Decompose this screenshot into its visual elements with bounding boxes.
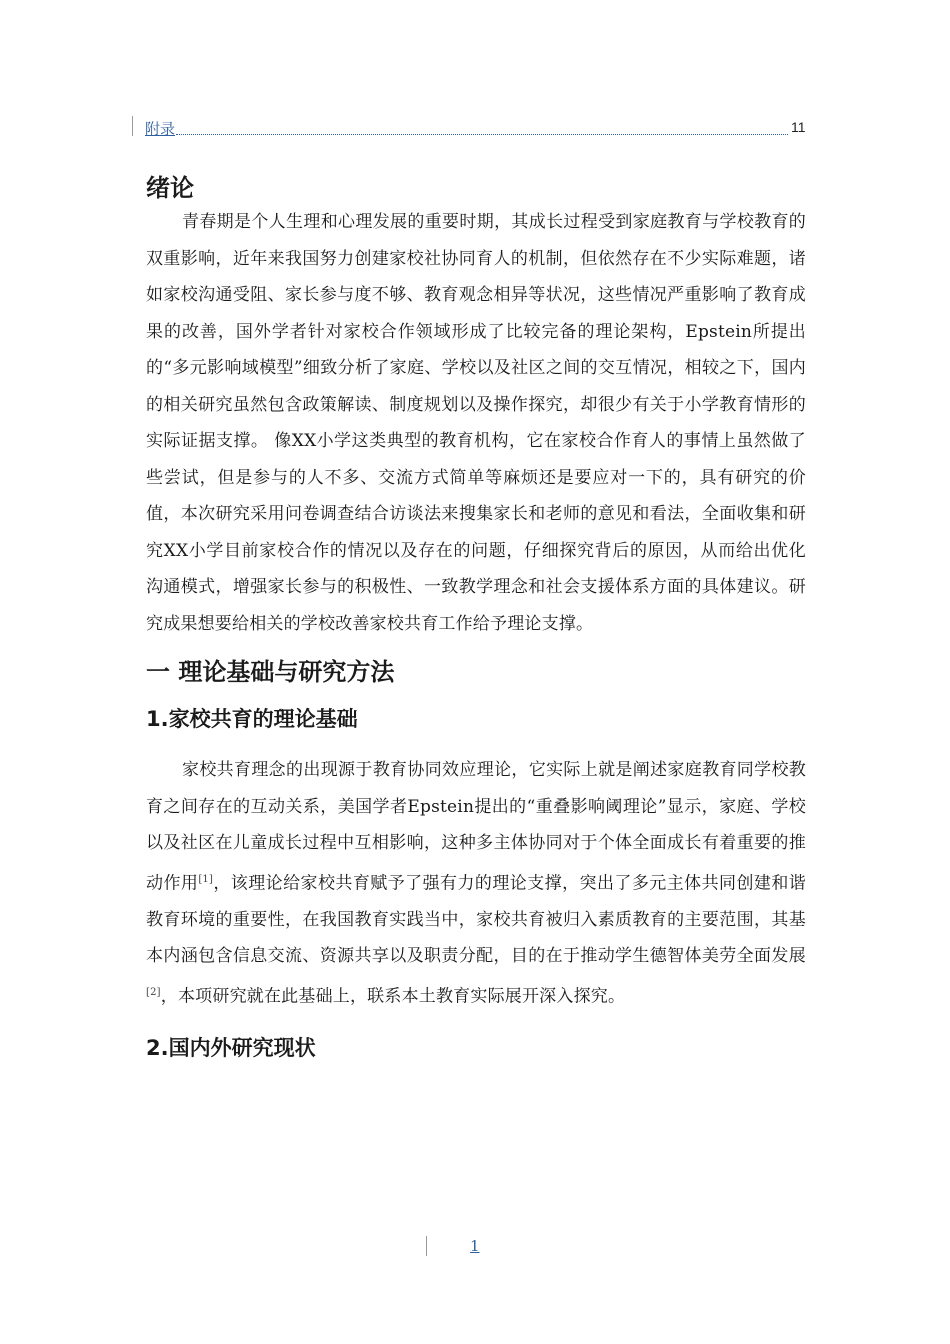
paragraph-text: 家校共育理念的出现源于教育协同效应理论，它实际上就是阐述家庭教育同学校教育之间存在的互动关系，美国学者Epstein提出的“重叠影响阈理论”显示，家庭、学校以及社区在儿童成长过程中互相影响，这种多主体协同对于个体全面成长有着重要的推动作用 (146, 760, 806, 894)
footer-page-number[interactable]: 1 (470, 1237, 480, 1255)
paragraph-introduction: 青春期是个人生理和心理发展的重要时期，其成长过程受到家庭教育与学校教育的双重影响，近年来我国努力创建家校社协同育人的机制，但依然存在不少实际难题，诸如家校沟通受阻、家长参与度不够、教育观念相异等状况，这些情况严重影响了教育成果的改善，国外学者针对家校合作领域形成了比较完备的理论架构，Epstein所提出的“多元影响域模型”细致分析了家庭、学校以及社区之间的交互情况，相较之下，国内的相关研究虽然包含政策解读、制度规划以及操作探究，却很少有关于小学教育情形的实际证据支撑。 像XX小学这类典型的教育机构，它在家校合作育人的事情上虽然做了些尝试，但是参与的人不多、交流方式简单等麻烦还是要应对一下的，具有研究的价值，本次研究采用问卷调查结合访谈法来搜集家长和老师的意见和看法，全面收集和研究XX小学目前家校合作的情况以及存在的问题，仔细探究背后的原因，从而给出优化沟通模式，增强家长参与的积极性、一致教学理念和社会支援体系方面的具体建议。研究成果想要给相关的学校改善家校共育工作给予理论支撑。 (146, 212, 806, 634)
toc-page-number: 11 (791, 119, 806, 135)
heading-subsection-1-2: 2.国内外研究现状 (146, 1035, 316, 1060)
paragraph-text: ，本项研究就在此基础上，联系本土教育实际展开深入探究。 (160, 986, 626, 1007)
toc-link-label[interactable]: 附录 (145, 120, 176, 138)
document-body (146, 168, 806, 1067)
footer-margin-bar (426, 1236, 427, 1256)
page-footer (426, 1236, 526, 1260)
paragraph-theory-basis (146, 752, 806, 1015)
heading-section-1: 一 理论基础与研究方法 (146, 658, 395, 686)
toc-margin-bar (132, 116, 133, 136)
toc-entry-appendix[interactable] (132, 114, 812, 140)
citation-ref: [2] (146, 986, 161, 998)
heading-introduction: 绪论 (146, 174, 194, 202)
heading-subsection-1-1: 1.家校共育的理论基础 (146, 707, 358, 731)
paragraph-text: ，该理论给家校共育赋予了强有力的理论支撑，突出了多元主体共同创建和谐教育环境的重要性，在我国教育实践当中，家校共育被归入素质教育的主要范围，其基本内涵包含信息交流、资源共享以及职责分配，目的在于推动学生德智体美劳全面发展 (146, 873, 806, 967)
toc-dot-leader (176, 118, 788, 135)
citation-ref: [1] (198, 873, 214, 885)
